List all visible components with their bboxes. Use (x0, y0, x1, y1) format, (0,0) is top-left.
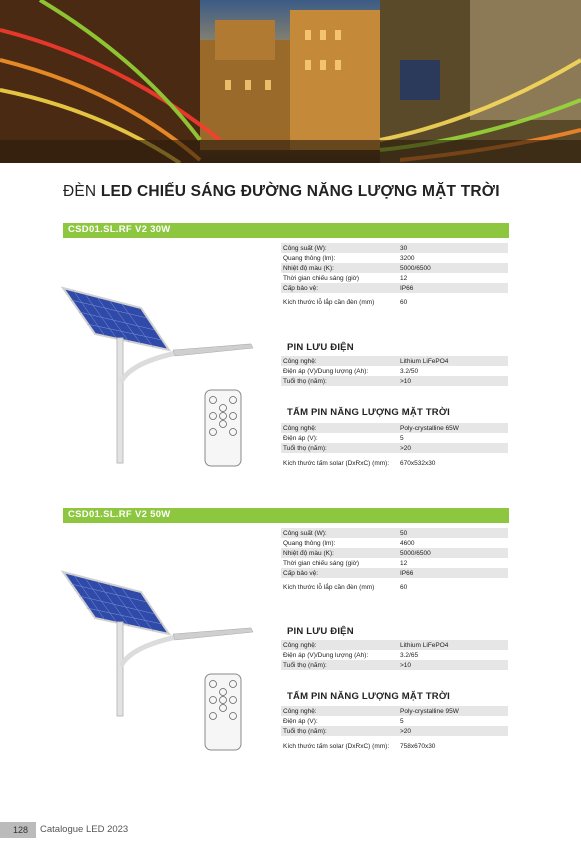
spec-key: Thời gian chiếu sáng (giờ) (283, 559, 360, 567)
city-night-illustration (0, 0, 581, 163)
spec-value: 50 (400, 529, 408, 537)
spec-key: Điện áp (V)/Dung lượng (Ah): (283, 367, 369, 375)
spec-row (281, 548, 508, 558)
spec-row (281, 443, 508, 453)
spec-row (281, 726, 508, 736)
spec-row (281, 528, 508, 538)
spec-key: Cấp bảo vệ: (283, 569, 319, 577)
spec-value: 30 (400, 244, 408, 252)
main-specs-table (281, 528, 508, 596)
spec-value: 4600 (400, 539, 415, 547)
battery-specs-table (281, 356, 508, 386)
spec-key: Tuổi thọ (năm): (283, 661, 327, 669)
spec-value: 3.2/65 (400, 651, 419, 659)
spec-key: Tuổi thọ (năm): (283, 377, 327, 385)
spec-key: Quang thông (lm): (283, 254, 336, 262)
spec-value: 60 (400, 583, 408, 591)
spec-value: >20 (400, 444, 412, 452)
spec-row (281, 283, 508, 293)
spec-value: >10 (400, 377, 412, 385)
spec-value: IP66 (400, 284, 414, 292)
spec-value: 670x532x30 (400, 459, 436, 467)
spec-key: Thời gian chiếu sáng (giờ) (283, 274, 360, 282)
battery-section-title: PIN LƯU ĐIỆN (287, 626, 354, 637)
spec-key: Công suất (W): (283, 529, 327, 537)
spec-row (281, 293, 508, 311)
spec-value: 758x670x30 (400, 742, 436, 750)
spec-key: Nhiệt độ màu (K): (283, 264, 334, 272)
spec-row (281, 453, 508, 473)
main-specs-table (281, 243, 508, 311)
page-title-prefix: ĐÈN (63, 183, 101, 200)
spec-row (281, 558, 508, 568)
spec-key: Điện áp (V): (283, 434, 318, 442)
spec-key: Tuổi thọ (năm): (283, 444, 327, 452)
spec-value: >20 (400, 727, 412, 735)
spec-row (281, 376, 508, 386)
footer-catalogue-label: Catalogue LED 2023 (40, 824, 129, 835)
spec-value: 12 (400, 274, 408, 282)
spec-row (281, 366, 508, 376)
product-header-bar (63, 508, 509, 523)
spec-row (281, 263, 508, 273)
solar-specs-table (281, 706, 508, 756)
spec-row (281, 243, 508, 253)
spec-value: Poly-crystalline 95W (400, 707, 459, 715)
product-model-label: CSD01.SL.RF V2 50W (68, 509, 171, 520)
spec-value: Poly-crystalline 65W (400, 424, 459, 432)
spec-value: 3200 (400, 254, 415, 262)
battery-specs-table (281, 640, 508, 670)
remote-control-image (204, 673, 242, 751)
spec-key: Tuổi thọ (năm): (283, 727, 327, 735)
spec-key: Quang thông (lm): (283, 539, 336, 547)
spec-key: Cấp bảo vệ: (283, 284, 319, 292)
spec-row (281, 253, 508, 263)
spec-value: 60 (400, 298, 408, 306)
spec-key: Công suất (W): (283, 244, 327, 252)
remote-control-image (204, 389, 242, 467)
spec-value: 5000/6500 (400, 549, 431, 557)
spec-key: Điện áp (V)/Dung lượng (Ah): (283, 651, 369, 659)
hero-banner-image (0, 0, 581, 163)
spec-key: Công nghệ: (283, 357, 317, 365)
page-number: 128 (13, 825, 29, 835)
spec-row (281, 736, 508, 756)
spec-value: 12 (400, 559, 408, 567)
page-number-badge (0, 822, 36, 838)
spec-key: Kích thước lỗ lắp cần đèn (mm) (283, 298, 375, 306)
spec-value: Lithium LiFePO4 (400, 641, 449, 649)
spec-row (281, 716, 508, 726)
page-title-bold: LED CHIẾU SÁNG ĐƯỜNG NĂNG LƯỢNG MẶT TRỜI (100, 183, 500, 200)
spec-row (281, 568, 508, 578)
spec-key: Kích thước tấm solar (DxRxC) (mm): (283, 742, 390, 750)
spec-row (281, 578, 508, 596)
spec-key: Công nghệ: (283, 707, 317, 715)
spec-key: Công nghệ: (283, 424, 317, 432)
spec-key: Công nghệ: (283, 641, 317, 649)
spec-value: Lithium LiFePO4 (400, 357, 449, 365)
battery-section-title: PIN LƯU ĐIỆN (287, 342, 354, 353)
spec-value: >10 (400, 661, 412, 669)
spec-key: Kích thước tấm solar (DxRxC) (mm): (283, 459, 390, 467)
spec-value: 5 (400, 434, 404, 442)
page-title (63, 183, 500, 201)
spec-value: IP66 (400, 569, 414, 577)
solar-section-title: TẤM PIN NĂNG LƯỢNG MẶT TRỜI (287, 691, 451, 702)
spec-row (281, 640, 508, 650)
spec-row (281, 356, 508, 366)
product-model-label: CSD01.SL.RF V2 30W (68, 224, 171, 235)
spec-row (281, 706, 508, 716)
spec-value: 5 (400, 717, 404, 725)
spec-key: Nhiệt độ màu (K): (283, 549, 334, 557)
solar-section-title: TẤM PIN NĂNG LƯỢNG MẶT TRỜI (287, 407, 451, 418)
solar-specs-table (281, 423, 508, 473)
spec-row (281, 538, 508, 548)
spec-key: Điện áp (V): (283, 717, 318, 725)
spec-row (281, 650, 508, 660)
spec-value: 3.2/50 (400, 367, 419, 375)
spec-row (281, 660, 508, 670)
spec-row (281, 433, 508, 443)
spec-row (281, 273, 508, 283)
product-header-bar (63, 223, 509, 238)
spec-key: Kích thước lỗ lắp cần đèn (mm) (283, 583, 375, 591)
spec-row (281, 423, 508, 433)
spec-value: 5000/6500 (400, 264, 431, 272)
